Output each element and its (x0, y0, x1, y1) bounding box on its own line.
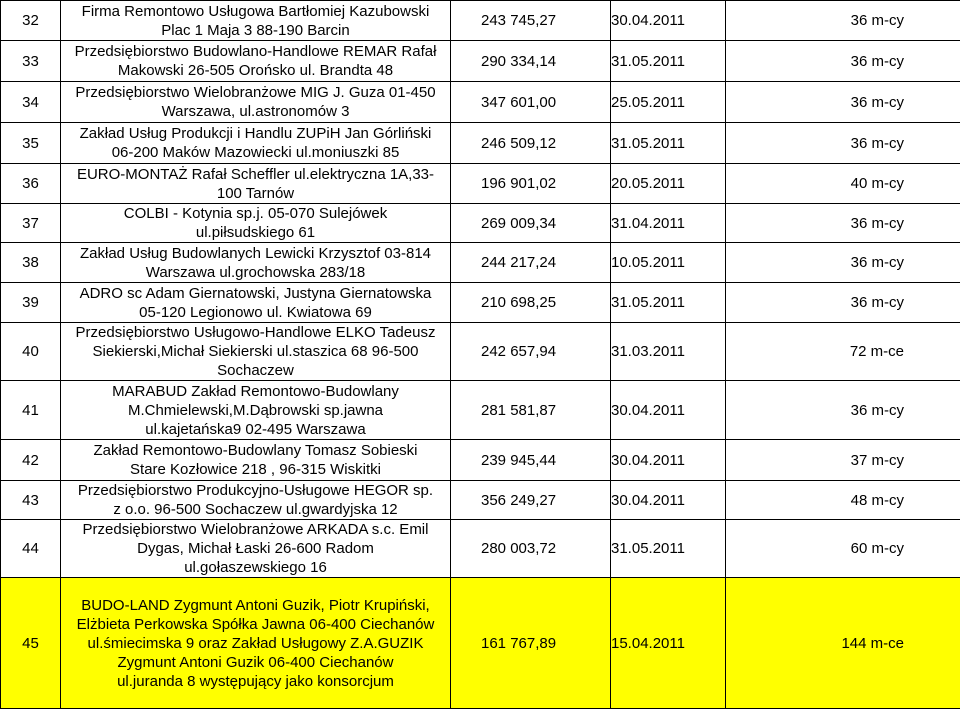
guarantee-period: 48 m-cy (726, 481, 960, 520)
table-row (1, 123, 960, 164)
contract-date: 31.04.2011 (611, 204, 726, 243)
row-number: 39 (1, 283, 61, 323)
guarantee-period: 144 m-ce (726, 578, 960, 709)
contract-date: 30.04.2011 (611, 1, 726, 41)
contract-amount: 161 767,89 (451, 578, 611, 709)
table-row (1, 204, 960, 243)
table-row (1, 82, 960, 123)
contract-amount: 244 217,24 (451, 243, 611, 283)
row-number: 40 (1, 323, 61, 381)
table-row (1, 440, 960, 481)
table-row (1, 1, 960, 41)
guarantee-period: 36 m-cy (726, 381, 960, 440)
guarantee-period: 36 m-cy (726, 82, 960, 123)
table-row (1, 481, 960, 520)
contractor-name: Przedsiębiorstwo Wielobranżowe ARKADA s.c. Emil Dygas, Michał Łaski 26-600 Radom ul.gołaszewskiego 16 (61, 520, 451, 578)
contract-date: 10.05.2011 (611, 243, 726, 283)
contract-amount: 196 901,02 (451, 164, 611, 204)
row-number: 44 (1, 520, 61, 578)
contract-amount: 246 509,12 (451, 123, 611, 164)
contract-date: 31.05.2011 (611, 520, 726, 578)
contract-amount: 242 657,94 (451, 323, 611, 381)
contractor-name: Przedsiębiorstwo Usługowo-Handlowe ELKO Tadeusz Siekierski,Michał Siekierski ul.staszica 68 96-500 Sochaczew (61, 323, 451, 381)
guarantee-period: 60 m-cy (726, 520, 960, 578)
row-number: 36 (1, 164, 61, 204)
guarantee-period: 36 m-cy (726, 204, 960, 243)
row-number: 35 (1, 123, 61, 164)
contracts-table-body (1, 1, 960, 709)
row-number: 42 (1, 440, 61, 481)
table-row (1, 578, 960, 709)
row-number: 41 (1, 381, 61, 440)
contract-date: 31.05.2011 (611, 41, 726, 82)
row-number: 43 (1, 481, 61, 520)
row-number: 38 (1, 243, 61, 283)
contractor-name: Przedsiębiorstwo Produkcyjno-Usługowe HEGOR sp. z o.o. 96-500 Sochaczew ul.gwardyjska 12 (61, 481, 451, 520)
guarantee-period: 36 m-cy (726, 123, 960, 164)
contractor-name: EURO-MONTAŻ Rafał Scheffler ul.elektryczna 1A,33- 100 Tarnów (61, 164, 451, 204)
contractor-name: MARABUD Zakład Remontowo-Budowlany M.Chmielewski,M.Dąbrowski sp.jawna ul.kajetańska9 02-495 Warszawa (61, 381, 451, 440)
row-number: 33 (1, 41, 61, 82)
contract-amount: 210 698,25 (451, 283, 611, 323)
contractor-name: BUDO-LAND Zygmunt Antoni Guzik, Piotr Krupiński, Elżbieta Perkowska Spółka Jawna 06-400 Ciechanów ul.śmiecimska 9 oraz Zakład Usługowy Z.A.GUZIK Zygmunt Antoni Guzik 06-400 Ciechanów ul.juranda 8 występujący jako konsorcjum (61, 578, 451, 709)
row-number: 34 (1, 82, 61, 123)
contract-amount: 281 581,87 (451, 381, 611, 440)
guarantee-period: 72 m-ce (726, 323, 960, 381)
table-row (1, 520, 960, 578)
contract-date: 30.04.2011 (611, 440, 726, 481)
contract-date: 30.04.2011 (611, 381, 726, 440)
table-row (1, 243, 960, 283)
contract-date: 30.04.2011 (611, 481, 726, 520)
contract-amount: 290 334,14 (451, 41, 611, 82)
contractor-name: COLBI - Kotynia sp.j. 05-070 Sulejówek ul.piłsudskiego 61 (61, 204, 451, 243)
table-row (1, 283, 960, 323)
contract-amount: 356 249,27 (451, 481, 611, 520)
table-row (1, 381, 960, 440)
contract-date: 15.04.2011 (611, 578, 726, 709)
row-number: 45 (1, 578, 61, 709)
guarantee-period: 36 m-cy (726, 1, 960, 41)
contractor-name: Przedsiębiorstwo Budowlano-Handlowe REMAR Rafał Makowski 26-505 Orońsko ul. Brandta 48 (61, 41, 451, 82)
guarantee-period: 36 m-cy (726, 283, 960, 323)
contractor-name: Zakład Usług Produkcji i Handlu ZUPiH Jan Górliński 06-200 Maków Mazowiecki ul.moniuszki 85 (61, 123, 451, 164)
contract-amount: 269 009,34 (451, 204, 611, 243)
contract-amount: 239 945,44 (451, 440, 611, 481)
contract-amount: 243 745,27 (451, 1, 611, 41)
contract-date: 25.05.2011 (611, 82, 726, 123)
guarantee-period: 40 m-cy (726, 164, 960, 204)
contract-date: 31.03.2011 (611, 323, 726, 381)
guarantee-period: 37 m-cy (726, 440, 960, 481)
contract-date: 20.05.2011 (611, 164, 726, 204)
contract-date: 31.05.2011 (611, 123, 726, 164)
table-row (1, 323, 960, 381)
contractor-name: ADRO sc Adam Giernatowski, Justyna Giernatowska 05-120 Legionowo ul. Kwiatowa 69 (61, 283, 451, 323)
contractor-name: Przedsiębiorstwo Wielobranżowe MIG J. Guza 01-450 Warszawa, ul.astronomów 3 (61, 82, 451, 123)
guarantee-period: 36 m-cy (726, 243, 960, 283)
row-number: 37 (1, 204, 61, 243)
guarantee-period: 36 m-cy (726, 41, 960, 82)
contract-amount: 347 601,00 (451, 82, 611, 123)
table-row (1, 164, 960, 204)
contract-date: 31.05.2011 (611, 283, 726, 323)
contractor-name: Zakład Remontowo-Budowlany Tomasz Sobieski Stare Kozłowice 218 , 96-315 Wiskitki (61, 440, 451, 481)
contractor-name: Firma Remontowo Usługowa Bartłomiej Kazubowski Plac 1 Maja 3 88-190 Barcin (61, 1, 451, 41)
contract-amount: 280 003,72 (451, 520, 611, 578)
table-row (1, 41, 960, 82)
row-number: 32 (1, 1, 61, 41)
contractor-name: Zakład Usług Budowlanych Lewicki Krzysztof 03-814 Warszawa ul.grochowska 283/18 (61, 243, 451, 283)
